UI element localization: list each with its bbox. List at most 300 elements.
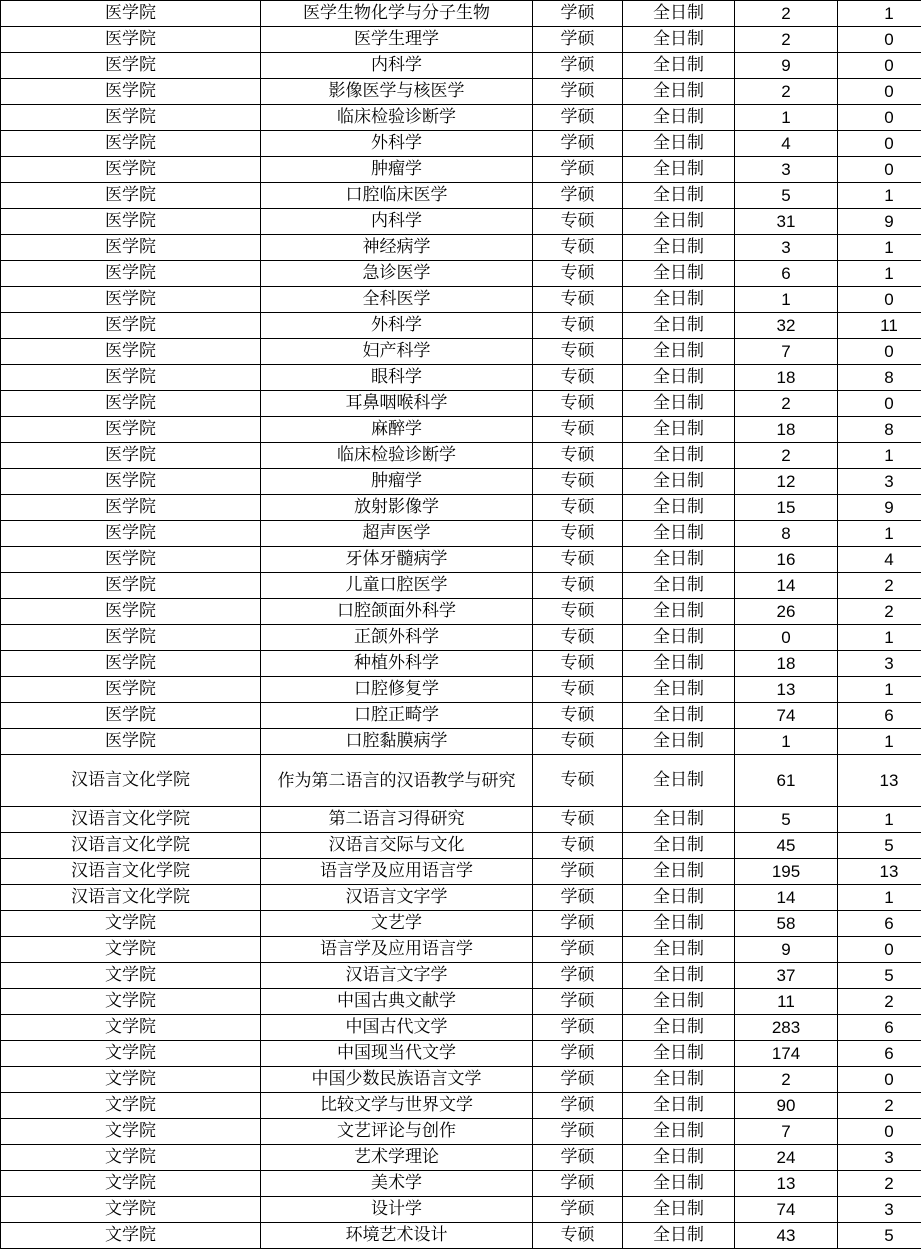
- admitted-cell: 1: [838, 885, 921, 911]
- college-cell: 文学院: [1, 1171, 261, 1197]
- major-cell: 中国少数民族语言文学: [261, 1067, 533, 1093]
- admitted-cell: 6: [838, 911, 921, 937]
- table-row: [1, 339, 921, 365]
- major-cell: 神经病学: [261, 235, 533, 261]
- table-row: [1, 209, 921, 235]
- admitted-cell: 6: [838, 703, 921, 729]
- major-cell: 肿瘤学: [261, 469, 533, 495]
- admitted-cell: 0: [838, 157, 921, 183]
- table-row: [1, 677, 921, 703]
- major-cell: 医学生物化学与分子生物: [261, 1, 533, 27]
- applicants-cell: 31: [735, 209, 838, 235]
- table-row: [1, 1067, 921, 1093]
- study-mode-cell: 全日制: [623, 261, 735, 287]
- table-row: [1, 885, 921, 911]
- degree-type-cell: 专硕: [533, 261, 623, 287]
- major-cell: 耳鼻咽喉科学: [261, 391, 533, 417]
- college-cell: 文学院: [1, 1197, 261, 1223]
- major-cell: 语言学及应用语言学: [261, 937, 533, 963]
- table-row: [1, 131, 921, 157]
- table-row: [1, 79, 921, 105]
- degree-type-cell: 学硕: [533, 1067, 623, 1093]
- applicants-cell: 195: [735, 859, 838, 885]
- admitted-cell: 5: [838, 833, 921, 859]
- admitted-cell: 8: [838, 365, 921, 391]
- college-cell: 医学院: [1, 521, 261, 547]
- admitted-cell: 1: [838, 729, 921, 755]
- applicants-cell: 45: [735, 833, 838, 859]
- college-cell: 文学院: [1, 937, 261, 963]
- college-cell: 医学院: [1, 599, 261, 625]
- applicants-cell: 6: [735, 261, 838, 287]
- applicants-cell: 7: [735, 339, 838, 365]
- degree-type-cell: 专硕: [533, 313, 623, 339]
- study-mode-cell: 全日制: [623, 495, 735, 521]
- college-cell: 医学院: [1, 677, 261, 703]
- table-row: [1, 833, 921, 859]
- admitted-cell: 0: [838, 287, 921, 313]
- college-cell: 医学院: [1, 105, 261, 131]
- admitted-cell: 1: [838, 677, 921, 703]
- college-cell: 文学院: [1, 1119, 261, 1145]
- college-cell: 文学院: [1, 1067, 261, 1093]
- admitted-cell: 9: [838, 209, 921, 235]
- degree-type-cell: 学硕: [533, 183, 623, 209]
- major-cell: 汉语言文字学: [261, 963, 533, 989]
- degree-type-cell: 学硕: [533, 1171, 623, 1197]
- admitted-cell: 5: [838, 963, 921, 989]
- degree-type-cell: 专硕: [533, 677, 623, 703]
- college-cell: 医学院: [1, 703, 261, 729]
- study-mode-cell: 全日制: [623, 937, 735, 963]
- admitted-cell: 13: [838, 755, 921, 807]
- college-cell: 医学院: [1, 261, 261, 287]
- college-cell: 医学院: [1, 339, 261, 365]
- applicants-cell: 7: [735, 1119, 838, 1145]
- degree-type-cell: 学硕: [533, 1197, 623, 1223]
- degree-type-cell: 学硕: [533, 79, 623, 105]
- major-cell: 全科医学: [261, 287, 533, 313]
- degree-type-cell: 专硕: [533, 729, 623, 755]
- major-cell: 内科学: [261, 209, 533, 235]
- table-row: [1, 807, 921, 833]
- degree-type-cell: 专硕: [533, 209, 623, 235]
- degree-type-cell: 专硕: [533, 235, 623, 261]
- college-cell: 汉语言文化学院: [1, 833, 261, 859]
- study-mode-cell: 全日制: [623, 105, 735, 131]
- major-cell: 口腔颌面外科学: [261, 599, 533, 625]
- study-mode-cell: 全日制: [623, 1145, 735, 1171]
- admitted-cell: 1: [838, 807, 921, 833]
- applicants-cell: 3: [735, 157, 838, 183]
- major-cell: 肿瘤学: [261, 157, 533, 183]
- table-row: [1, 1223, 921, 1249]
- applicants-cell: 24: [735, 1145, 838, 1171]
- table-row: [1, 755, 921, 807]
- table-row: [1, 1, 921, 27]
- table-row: [1, 183, 921, 209]
- college-cell: 医学院: [1, 651, 261, 677]
- study-mode-cell: 全日制: [623, 287, 735, 313]
- major-cell: 超声医学: [261, 521, 533, 547]
- major-cell: 环境艺术设计: [261, 1223, 533, 1249]
- applicants-cell: 9: [735, 53, 838, 79]
- study-mode-cell: 全日制: [623, 1067, 735, 1093]
- major-cell: 临床检验诊断学: [261, 443, 533, 469]
- college-cell: 医学院: [1, 53, 261, 79]
- admitted-cell: 0: [838, 937, 921, 963]
- study-mode-cell: 全日制: [623, 859, 735, 885]
- study-mode-cell: 全日制: [623, 521, 735, 547]
- applicants-cell: 2: [735, 443, 838, 469]
- major-cell: 妇产科学: [261, 339, 533, 365]
- degree-type-cell: 专硕: [533, 755, 623, 807]
- applicants-cell: 16: [735, 547, 838, 573]
- admitted-cell: 8: [838, 417, 921, 443]
- college-cell: 医学院: [1, 443, 261, 469]
- table-row: [1, 235, 921, 261]
- applicants-cell: 43: [735, 1223, 838, 1249]
- table-row: [1, 1171, 921, 1197]
- college-cell: 医学院: [1, 625, 261, 651]
- table-body: [1, 1, 921, 1249]
- college-cell: 医学院: [1, 417, 261, 443]
- degree-type-cell: 学硕: [533, 157, 623, 183]
- study-mode-cell: 全日制: [623, 1223, 735, 1249]
- college-cell: 汉语言文化学院: [1, 807, 261, 833]
- college-cell: 文学院: [1, 1015, 261, 1041]
- admitted-cell: 0: [838, 1119, 921, 1145]
- degree-type-cell: 专硕: [533, 417, 623, 443]
- study-mode-cell: 全日制: [623, 599, 735, 625]
- degree-type-cell: 专硕: [533, 339, 623, 365]
- degree-type-cell: 专硕: [533, 469, 623, 495]
- major-cell: 正颌外科学: [261, 625, 533, 651]
- applicants-cell: 61: [735, 755, 838, 807]
- admitted-cell: 1: [838, 261, 921, 287]
- degree-type-cell: 学硕: [533, 989, 623, 1015]
- applicants-cell: 2: [735, 1, 838, 27]
- table-row: [1, 1119, 921, 1145]
- major-cell: 中国现当代文学: [261, 1041, 533, 1067]
- degree-type-cell: 学硕: [533, 937, 623, 963]
- study-mode-cell: 全日制: [623, 547, 735, 573]
- applicants-cell: 174: [735, 1041, 838, 1067]
- college-cell: 医学院: [1, 313, 261, 339]
- degree-type-cell: 学硕: [533, 105, 623, 131]
- major-cell: 内科学: [261, 53, 533, 79]
- major-cell: 影像医学与核医学: [261, 79, 533, 105]
- admitted-cell: 1: [838, 625, 921, 651]
- study-mode-cell: 全日制: [623, 833, 735, 859]
- admitted-cell: 3: [838, 651, 921, 677]
- study-mode-cell: 全日制: [623, 235, 735, 261]
- applicants-cell: 18: [735, 651, 838, 677]
- table-row: [1, 495, 921, 521]
- study-mode-cell: 全日制: [623, 313, 735, 339]
- applicants-cell: 0: [735, 625, 838, 651]
- applicants-cell: 4: [735, 131, 838, 157]
- college-cell: 医学院: [1, 209, 261, 235]
- admitted-cell: 0: [838, 27, 921, 53]
- major-cell: 美术学: [261, 1171, 533, 1197]
- degree-type-cell: 学硕: [533, 27, 623, 53]
- major-cell: 种植外科学: [261, 651, 533, 677]
- admitted-cell: 2: [838, 599, 921, 625]
- study-mode-cell: 全日制: [623, 911, 735, 937]
- study-mode-cell: 全日制: [623, 807, 735, 833]
- college-cell: 医学院: [1, 287, 261, 313]
- study-mode-cell: 全日制: [623, 209, 735, 235]
- study-mode-cell: 全日制: [623, 703, 735, 729]
- study-mode-cell: 全日制: [623, 573, 735, 599]
- table-row: [1, 651, 921, 677]
- table-row: [1, 859, 921, 885]
- college-cell: 医学院: [1, 729, 261, 755]
- college-cell: 医学院: [1, 235, 261, 261]
- college-cell: 医学院: [1, 183, 261, 209]
- applicants-cell: 1: [735, 729, 838, 755]
- table-row: [1, 391, 921, 417]
- major-cell: 医学生理学: [261, 27, 533, 53]
- degree-type-cell: 学硕: [533, 859, 623, 885]
- table-row: [1, 157, 921, 183]
- major-cell: 口腔修复学: [261, 677, 533, 703]
- applicants-cell: 15: [735, 495, 838, 521]
- applicants-cell: 18: [735, 417, 838, 443]
- study-mode-cell: 全日制: [623, 1041, 735, 1067]
- major-cell: 文艺学: [261, 911, 533, 937]
- study-mode-cell: 全日制: [623, 989, 735, 1015]
- applicants-cell: 12: [735, 469, 838, 495]
- table-row: [1, 287, 921, 313]
- college-cell: 医学院: [1, 469, 261, 495]
- degree-type-cell: 专硕: [533, 1223, 623, 1249]
- degree-type-cell: 专硕: [533, 391, 623, 417]
- applicants-cell: 283: [735, 1015, 838, 1041]
- table-row: [1, 963, 921, 989]
- major-cell: 外科学: [261, 131, 533, 157]
- applicants-cell: 74: [735, 703, 838, 729]
- table-row: [1, 521, 921, 547]
- study-mode-cell: 全日制: [623, 339, 735, 365]
- applicants-cell: 2: [735, 79, 838, 105]
- study-mode-cell: 全日制: [623, 1015, 735, 1041]
- college-cell: 医学院: [1, 391, 261, 417]
- major-cell: 作为第二语言的汉语教学与研究: [261, 755, 533, 807]
- applicants-cell: 14: [735, 573, 838, 599]
- admitted-cell: 1: [838, 235, 921, 261]
- study-mode-cell: 全日制: [623, 157, 735, 183]
- college-cell: 医学院: [1, 547, 261, 573]
- admitted-cell: 3: [838, 1145, 921, 1171]
- table-row: [1, 911, 921, 937]
- applicants-cell: 1: [735, 105, 838, 131]
- applicants-cell: 3: [735, 235, 838, 261]
- study-mode-cell: 全日制: [623, 417, 735, 443]
- admitted-cell: 0: [838, 131, 921, 157]
- degree-type-cell: 专硕: [533, 287, 623, 313]
- study-mode-cell: 全日制: [623, 651, 735, 677]
- applicants-cell: 1: [735, 287, 838, 313]
- college-cell: 医学院: [1, 27, 261, 53]
- admitted-cell: 0: [838, 339, 921, 365]
- degree-type-cell: 专硕: [533, 703, 623, 729]
- table-row: [1, 261, 921, 287]
- admitted-cell: 6: [838, 1041, 921, 1067]
- major-cell: 外科学: [261, 313, 533, 339]
- major-cell: 中国古代文学: [261, 1015, 533, 1041]
- degree-type-cell: 学硕: [533, 53, 623, 79]
- major-cell: 语言学及应用语言学: [261, 859, 533, 885]
- admitted-cell: 0: [838, 1067, 921, 1093]
- study-mode-cell: 全日制: [623, 443, 735, 469]
- table-row: [1, 443, 921, 469]
- admitted-cell: 5: [838, 1223, 921, 1249]
- degree-type-cell: 学硕: [533, 963, 623, 989]
- admitted-cell: 0: [838, 391, 921, 417]
- applicants-cell: 14: [735, 885, 838, 911]
- study-mode-cell: 全日制: [623, 183, 735, 209]
- college-cell: 医学院: [1, 1, 261, 27]
- major-cell: 口腔正畸学: [261, 703, 533, 729]
- college-cell: 汉语言文化学院: [1, 885, 261, 911]
- college-cell: 文学院: [1, 963, 261, 989]
- major-cell: 汉语言交际与文化: [261, 833, 533, 859]
- study-mode-cell: 全日制: [623, 885, 735, 911]
- table-row: [1, 105, 921, 131]
- major-cell: 文艺评论与创作: [261, 1119, 533, 1145]
- table-row: [1, 27, 921, 53]
- college-cell: 文学院: [1, 1145, 261, 1171]
- applicants-cell: 8: [735, 521, 838, 547]
- degree-type-cell: 学硕: [533, 885, 623, 911]
- degree-type-cell: 专硕: [533, 651, 623, 677]
- major-cell: 设计学: [261, 1197, 533, 1223]
- admitted-cell: 1: [838, 443, 921, 469]
- applicants-cell: 5: [735, 807, 838, 833]
- table-row: [1, 313, 921, 339]
- degree-type-cell: 学硕: [533, 1015, 623, 1041]
- degree-type-cell: 专硕: [533, 573, 623, 599]
- degree-type-cell: 专硕: [533, 443, 623, 469]
- major-cell: 口腔临床医学: [261, 183, 533, 209]
- degree-type-cell: 学硕: [533, 1119, 623, 1145]
- table-row: [1, 573, 921, 599]
- admitted-cell: 0: [838, 79, 921, 105]
- college-cell: 医学院: [1, 495, 261, 521]
- major-cell: 中国古典文献学: [261, 989, 533, 1015]
- table-row: [1, 729, 921, 755]
- study-mode-cell: 全日制: [623, 963, 735, 989]
- college-cell: 文学院: [1, 911, 261, 937]
- table-row: [1, 417, 921, 443]
- admitted-cell: 4: [838, 547, 921, 573]
- admitted-cell: 2: [838, 573, 921, 599]
- table-row: [1, 625, 921, 651]
- admitted-cell: 1: [838, 1, 921, 27]
- college-cell: 医学院: [1, 79, 261, 105]
- table-row: [1, 547, 921, 573]
- applicants-cell: 26: [735, 599, 838, 625]
- study-mode-cell: 全日制: [623, 1171, 735, 1197]
- study-mode-cell: 全日制: [623, 729, 735, 755]
- admitted-cell: 11: [838, 313, 921, 339]
- degree-type-cell: 学硕: [533, 131, 623, 157]
- admitted-cell: 6: [838, 1015, 921, 1041]
- admitted-cell: 1: [838, 183, 921, 209]
- major-cell: 牙体牙髓病学: [261, 547, 533, 573]
- college-cell: 文学院: [1, 989, 261, 1015]
- table-row: [1, 53, 921, 79]
- study-mode-cell: 全日制: [623, 1, 735, 27]
- table-row: [1, 1015, 921, 1041]
- degree-type-cell: 学硕: [533, 1093, 623, 1119]
- applicants-cell: 18: [735, 365, 838, 391]
- applicants-cell: 2: [735, 27, 838, 53]
- table-row: [1, 989, 921, 1015]
- degree-type-cell: 专硕: [533, 365, 623, 391]
- degree-type-cell: 专硕: [533, 521, 623, 547]
- study-mode-cell: 全日制: [623, 27, 735, 53]
- applicants-cell: 2: [735, 1067, 838, 1093]
- table-row: [1, 937, 921, 963]
- study-mode-cell: 全日制: [623, 625, 735, 651]
- study-mode-cell: 全日制: [623, 131, 735, 157]
- table-row: [1, 599, 921, 625]
- applicants-cell: 2: [735, 391, 838, 417]
- study-mode-cell: 全日制: [623, 391, 735, 417]
- major-cell: 儿童口腔医学: [261, 573, 533, 599]
- table-row: [1, 1197, 921, 1223]
- degree-type-cell: 专硕: [533, 495, 623, 521]
- major-cell: 口腔黏膜病学: [261, 729, 533, 755]
- applicants-cell: 13: [735, 1171, 838, 1197]
- major-cell: 汉语言文字学: [261, 885, 533, 911]
- admitted-cell: 3: [838, 1197, 921, 1223]
- applicants-cell: 90: [735, 1093, 838, 1119]
- degree-type-cell: 专硕: [533, 625, 623, 651]
- degree-type-cell: 专硕: [533, 547, 623, 573]
- degree-type-cell: 专硕: [533, 833, 623, 859]
- study-mode-cell: 全日制: [623, 1119, 735, 1145]
- applicants-cell: 5: [735, 183, 838, 209]
- applicants-cell: 11: [735, 989, 838, 1015]
- admitted-cell: 2: [838, 1093, 921, 1119]
- applicants-cell: 58: [735, 911, 838, 937]
- major-cell: 放射影像学: [261, 495, 533, 521]
- degree-type-cell: 专硕: [533, 599, 623, 625]
- table-row: [1, 1145, 921, 1171]
- table-row: [1, 469, 921, 495]
- major-cell: 第二语言习得研究: [261, 807, 533, 833]
- college-cell: 医学院: [1, 131, 261, 157]
- table-row: [1, 703, 921, 729]
- applicants-cell: 37: [735, 963, 838, 989]
- admitted-cell: 13: [838, 859, 921, 885]
- study-mode-cell: 全日制: [623, 1197, 735, 1223]
- table-row: [1, 1041, 921, 1067]
- college-cell: 医学院: [1, 157, 261, 183]
- admitted-cell: 2: [838, 1171, 921, 1197]
- major-cell: 临床检验诊断学: [261, 105, 533, 131]
- major-cell: 艺术学理论: [261, 1145, 533, 1171]
- admitted-cell: 1: [838, 521, 921, 547]
- admitted-cell: 3: [838, 469, 921, 495]
- degree-type-cell: 学硕: [533, 1145, 623, 1171]
- admitted-cell: 2: [838, 989, 921, 1015]
- table-row: [1, 365, 921, 391]
